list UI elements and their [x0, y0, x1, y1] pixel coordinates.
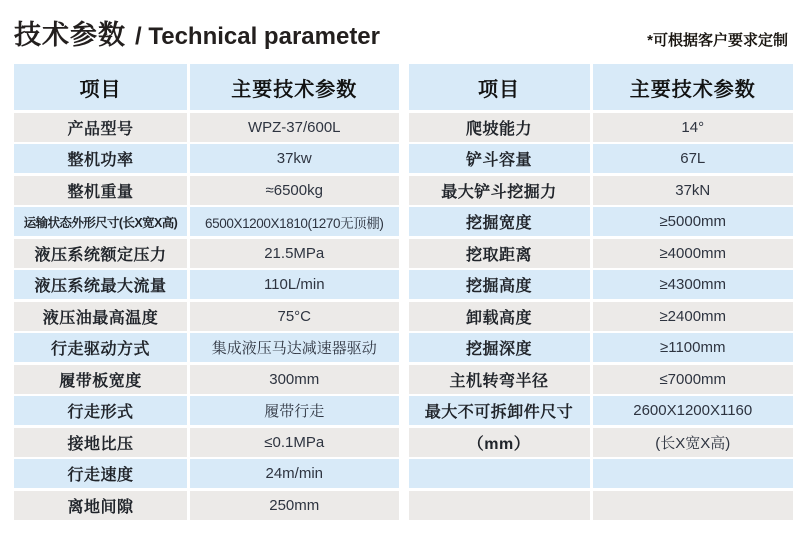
- tables-container: [14, 64, 793, 520]
- spec-value: 75°C: [190, 302, 399, 331]
- page-title-en: / Technical parameter: [135, 23, 380, 50]
- table-row: [409, 365, 794, 394]
- spec-label: 铲斗容量: [409, 144, 590, 173]
- column-header-param: 主要技术参数: [190, 64, 399, 110]
- spec-label: 液压系统额定压力: [14, 239, 187, 268]
- spec-label: 产品型号: [14, 113, 187, 142]
- spec-label: 挖掘高度: [409, 270, 590, 299]
- spec-label: 整机功率: [14, 144, 187, 173]
- table-row: [14, 113, 399, 142]
- spec-label: 最大铲斗挖掘力: [409, 176, 590, 205]
- spec-table-left: [14, 64, 399, 520]
- spec-value: [593, 491, 794, 520]
- spec-label: 最大不可拆卸件尺寸: [409, 396, 590, 425]
- table-header-row: [409, 64, 794, 110]
- spec-value: ≤0.1MPa: [190, 428, 399, 457]
- spec-value: 21.5MPa: [190, 239, 399, 268]
- spec-value: ≥1100mm: [593, 333, 794, 362]
- spec-label: 履带板宽度: [14, 365, 187, 394]
- spec-label: 行走速度: [14, 459, 187, 488]
- table-row: [14, 270, 399, 299]
- table-row: [14, 491, 399, 520]
- spec-value: 履带行走: [190, 396, 399, 425]
- spec-value: 37kw: [190, 144, 399, 173]
- spec-value: 24m/min: [190, 459, 399, 488]
- spec-value: 37kN: [593, 176, 794, 205]
- spec-value: 集成液压马达减速器驱动: [190, 333, 399, 362]
- table-header-row: [14, 64, 399, 110]
- spec-label: （mm）: [409, 428, 590, 457]
- spec-label: [409, 491, 590, 520]
- spec-value: ≈6500kg: [190, 176, 399, 205]
- page-title-cn: 技术参数: [14, 20, 126, 50]
- table-row: [14, 333, 399, 362]
- table-row: [409, 113, 794, 142]
- table-row: [409, 207, 794, 236]
- spec-value: 6500X1200X1810(1270无顶棚): [190, 207, 399, 236]
- spec-label: 卸载高度: [409, 302, 590, 331]
- table-row: [14, 239, 399, 268]
- spec-label: 挖掘宽度: [409, 207, 590, 236]
- table-row: [409, 428, 794, 457]
- spec-value: WPZ-37/600L: [190, 113, 399, 142]
- spec-label: 接地比压: [14, 428, 187, 457]
- spec-label: 行走驱动方式: [14, 333, 187, 362]
- spec-value: [593, 459, 794, 488]
- table-row: [409, 302, 794, 331]
- spec-value: ≥5000mm: [593, 207, 794, 236]
- spec-label: 主机转弯半径: [409, 365, 590, 394]
- spec-value: 67L: [593, 144, 794, 173]
- spec-label: 爬坡能力: [409, 113, 590, 142]
- column-header-item: 项目: [409, 64, 590, 110]
- spec-label: 挖取距离: [409, 239, 590, 268]
- spec-value: ≥4300mm: [593, 270, 794, 299]
- table-row: [14, 365, 399, 394]
- titlebar: [14, 12, 793, 52]
- spec-value: 2600X1200X1160: [593, 396, 794, 425]
- spec-label: 挖掘深度: [409, 333, 590, 362]
- spec-label: 整机重量: [14, 176, 187, 205]
- spec-value: 110L/min: [190, 270, 399, 299]
- column-header-param: 主要技术参数: [593, 64, 794, 110]
- spec-label: 运输状态外形尺寸(长X宽X高): [14, 207, 187, 236]
- table-row: [409, 396, 794, 425]
- spec-label: 离地间隙: [14, 491, 187, 520]
- table-row: [409, 333, 794, 362]
- spec-label: 液压系统最大流量: [14, 270, 187, 299]
- table-row-empty: [409, 459, 794, 488]
- spec-label: [409, 459, 590, 488]
- table-row: [14, 428, 399, 457]
- spec-value: ≥4000mm: [593, 239, 794, 268]
- spec-value: 14°: [593, 113, 794, 142]
- spec-table-right: [409, 64, 794, 520]
- table-row: [14, 459, 399, 488]
- table-row: [14, 176, 399, 205]
- spec-label: 行走形式: [14, 396, 187, 425]
- spec-value: (长X宽X高): [593, 428, 794, 457]
- table-row: [14, 302, 399, 331]
- table-row: [409, 270, 794, 299]
- column-header-item: 项目: [14, 64, 187, 110]
- spec-value: ≥2400mm: [593, 302, 794, 331]
- customization-note: *可根据客户要求定制: [647, 32, 788, 49]
- table-row: [409, 144, 794, 173]
- page-title: [14, 13, 380, 52]
- spec-value: ≤7000mm: [593, 365, 794, 394]
- table-row: [14, 144, 399, 173]
- table-row: [14, 396, 399, 425]
- table-row: [14, 207, 399, 236]
- spec-value: 250mm: [190, 491, 399, 520]
- table-row: [409, 176, 794, 205]
- spec-value: 300mm: [190, 365, 399, 394]
- table-row: [409, 239, 794, 268]
- spec-label: 液压油最高温度: [14, 302, 187, 331]
- table-row-empty: [409, 491, 794, 520]
